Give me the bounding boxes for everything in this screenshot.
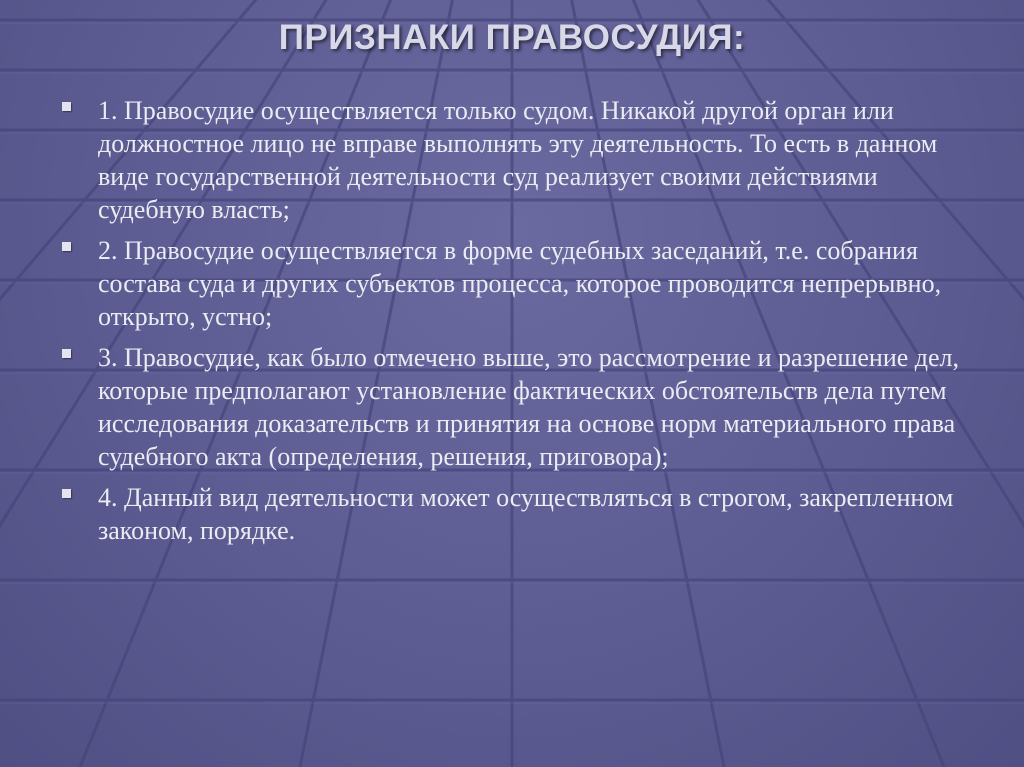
bullet-text-3: 3. Правосудие, как было отмечено выше, это рассмотрение и разрешение дел, которые предполагают установление фактических обстоятельств дела путем исследования доказательств и принятия на основе норм материального права судебного акта (определения, решения, приговора); — [98, 343, 960, 471]
bullet-text-1: 1. Правосудие осуществляется только судом. Никакой другой орган или должностное лицо не вправе выполнять эту деятельность. То есть в данном виде государственной деятельности суд реализует своими действиями судебную власть; — [98, 96, 938, 224]
bullet-text-4: 4. Данный вид деятельности может осуществляться в строгом, закрепленном законом, порядке. — [98, 483, 954, 545]
slide-title: ПРИЗНАКИ ПРАВОСУДИЯ: — [278, 18, 746, 57]
bullet-text-2: 2. Правосудие осуществляется в форме судебных заседаний, т.е. собрания состава суда и других субъектов процесса, которое проводится непрерывно, открыто, устно; — [98, 236, 942, 331]
bullet-list — [62, 94, 962, 555]
square-bullet-icon — [62, 242, 71, 251]
square-bullet-icon — [62, 102, 71, 111]
bullet-item-4 — [62, 481, 962, 547]
square-bullet-icon — [62, 349, 71, 358]
bullet-item-2 — [62, 234, 962, 333]
square-bullet-icon — [62, 489, 71, 498]
bullet-item-3 — [62, 341, 962, 473]
bullet-item-1 — [62, 94, 962, 226]
